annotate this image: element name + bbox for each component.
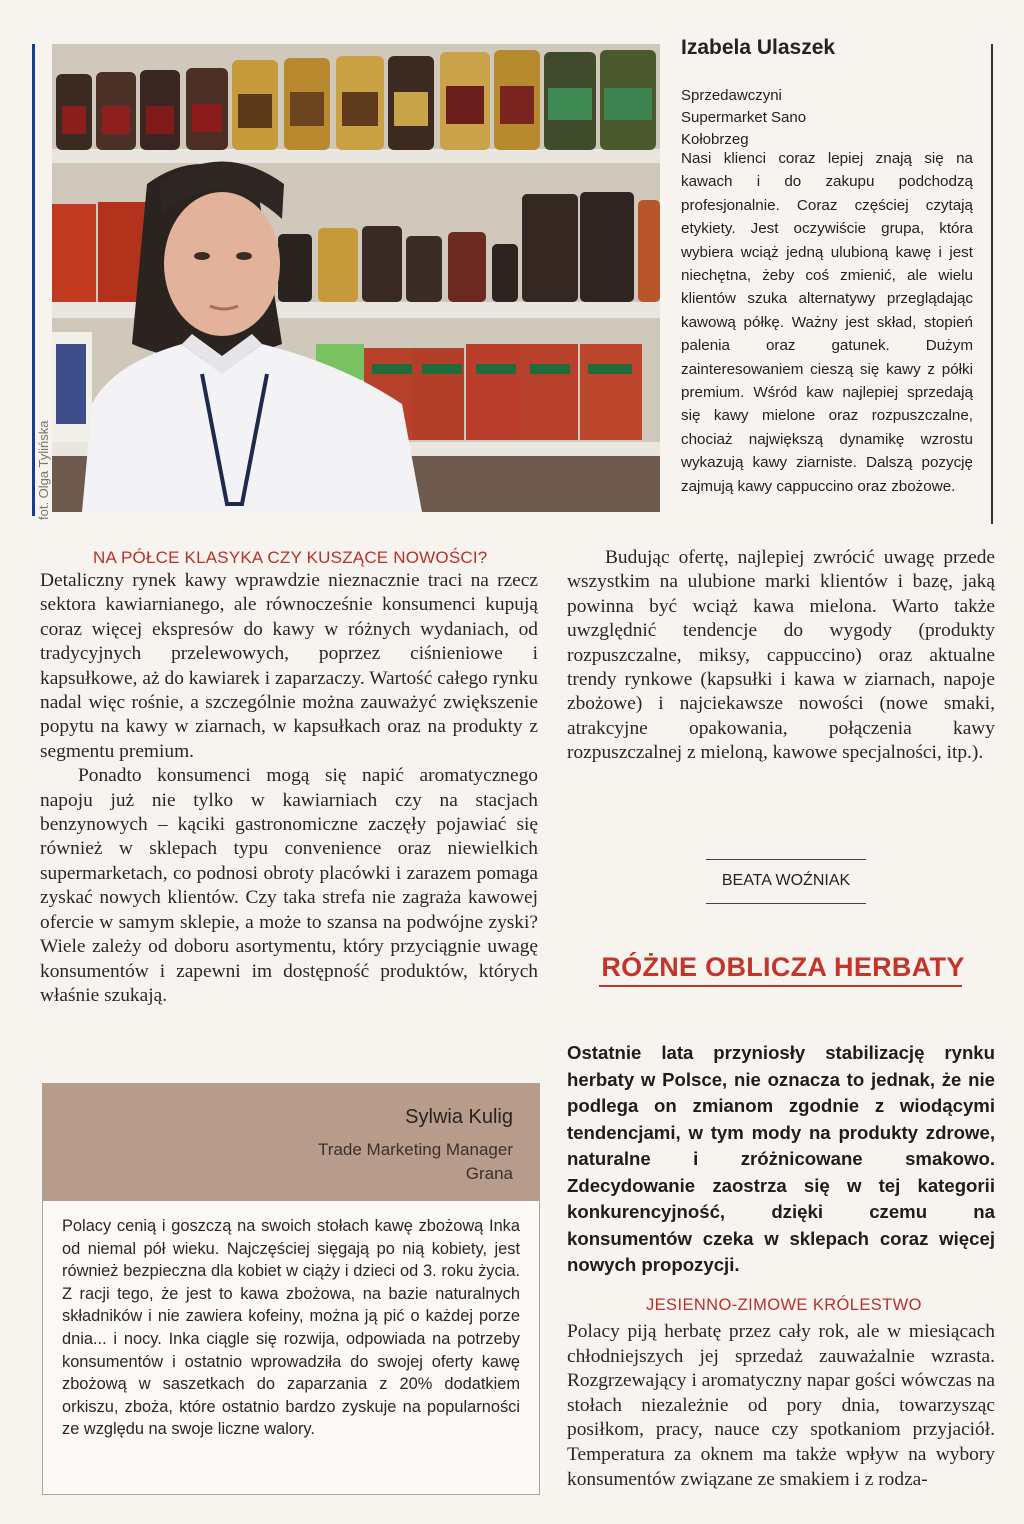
article-body-left	[40, 569, 538, 1008]
quote-author-role	[681, 85, 806, 151]
article-author: BEATA WOŹNIAK	[721, 872, 851, 889]
paragraph: Polacy piją herbatę przez cały rok, ale w miesiącach chłodniejszych jej sprzedaż zauważalnie wzrasta. Rozgrzewający i aromatyczny napar gości wówczas na stołach niezależnie od pory dnia, towarzysząc posiłkom, pracy, nauce czy spotkaniom przyjaciół. Temperatura za oknem ma także wpływ na wybory konsumentów związane ze smakiem i z rodza-	[567, 1321, 995, 1490]
section-heading: NA PÓŁCE KLASYKA CZY KUSZĄCE NOWOŚCI?	[93, 548, 488, 567]
author-divider-top	[706, 859, 866, 860]
section-subheading: JESIENNO-ZIMOWE KRÓLESTWO	[646, 1296, 922, 1314]
quote-box-role-line: Grana	[465, 1164, 513, 1183]
quote-box-author-role	[318, 1138, 513, 1186]
right-accent-rule	[991, 44, 993, 524]
article-body-right	[567, 546, 995, 766]
quote-author-role-line: Kołobrzeg	[681, 131, 749, 148]
quote-text: Nasi klienci coraz lepiej znają się na kawach i do zakupu podchodzą profesjonalnie. Coraz częściej czytają etykiety. Jest oczywiście grupa, która wybiera wciąż jedną ulubioną kawę i jest niechętna, żeby coś zmienić, ale wielu klientów szuka alternatywy przeglądając kawową półkę. Ważny jest skład, stopień palenia oraz gatunek. Dużym zainteresowaniem cieszą się kawy z półki premium. Wśród kaw najlepiej sprzedają się kawy mielone oraz rozpuszczalne, chociaż największą dynamikę wzrostu wykazują kawy ziarniste. Dalszą pozycję zajmują kawy cappuccino oraz zbożowe.	[681, 150, 973, 495]
quote-box-text: Polacy cenią i goszczą na swoich stołach kawę zbożową Inka od niemal pół wieku. Najczęściej sięgają po nią kobiety, jest również bezpieczna dla kobiet w ciąży i dzieci od 3. roku życia. Z racji tego, że jest to kawa zbożowa, na bazie naturalnych składników i nie zawiera kofeiny, można ją pić o każdej porze dnia... i nocy. Inka ciągle się rozwija, odpowiada na potrzeby konsumentów i ostatnio wprowadziła do swojej oferty kawę zbożową w saszetkach do zaparzania z 20% dodatkiem orkiszu, zboża, które ostatnio bardzo zyskuje na popularności ze względu na swoje liczne walory.	[62, 1217, 520, 1439]
quote-author-role-line: Supermarket Sano	[681, 109, 807, 126]
photo-saleswoman-coffee-shelf	[52, 44, 660, 512]
paragraph: Budując ofertę, najlepiej zwrócić uwagę przede wszystkim na ulubione marki klientów i bazę, jaką powinna być wciąż kawa mielona. Warto także uwzględnić tendencje do wygody (produkty rozpuszczalne, miksy, cappuccino) oraz aktualne trendy rynkowe (kapsułki i kawa w ziarnach, napoje zbożowe) i najciekawsze nowości (nowe smaki, atrakcyjne opakowania, połączenia kawy rozpuszczalnej z mieloną, kawowe specjalności, itp.).	[567, 547, 995, 764]
quote-box-role-line: Trade Marketing Manager	[318, 1140, 513, 1159]
paragraph: Ponadto konsumenci mogą się napić aromatycznego napoju już nie tylko w kawiarniach czy na stacjach benzynowych – kąciki gastronomiczne zaczęły pojawiać się również w sklepach typu convenience oraz niewielkich supermarketach, co podnosi obroty placówki i zarazem pomaga zyskać nowych klientów. Czy taka strefa nie zagraża kawowej ofercie w samym sklepie, a może to szansa na podwójne zyski? Wiele zależy od doboru asortymentu, który przyciągnie uwagę konsumentów i zapewni im dostępność produktów, których właśnie szukają.	[40, 765, 538, 1006]
quote-author-role-line: Sprzedawczyni	[681, 87, 782, 104]
quote-box-header	[43, 1084, 539, 1201]
author-divider-bottom	[706, 903, 866, 904]
article-body-tea	[567, 1320, 995, 1492]
article-title: RÓŻNE OBLICZA HERBATY	[601, 952, 965, 982]
left-accent-rule	[32, 44, 35, 516]
paragraph: Detaliczny rynek kawy wprawdzie nieznacznie traci na rzecz sektora kawiarnianego, ale równocześnie konsumenci kupują coraz więcej ekspresów do kawy w różnych wydaniach, od tradycyjnych przelewowych, poprzez ciśnieniowe i kapsułkowe, aż do kawiarek i zaparzaczy. Wartość całego rynku nadal więc rośnie, a szczególnie można zauważyć zwiększenie popytu na kawy w ziarnach, w kapsułkach oraz na produkty z segmentu premium.	[40, 570, 538, 762]
photo-credit: fot. Olga Tylińska	[36, 420, 51, 520]
quote-box	[42, 1083, 540, 1495]
title-underline	[599, 985, 962, 987]
quote-author-name: Izabela Ulaszek	[681, 36, 836, 59]
quote-box-author-name: Sylwia Kulig	[405, 1106, 513, 1128]
article-lead: Ostatnie lata przyniosły stabilizację rynku herbaty w Polsce, nie oznacza to jednak, że nie podlega on zmianom zgodnie z wiodącymi tendencjami, w tym mody na produkty zdrowe, naturalne i zróżnicowane smakowo. Zdecydowanie zaostrza się w tej kategorii konkurencyjność, dzięki czemu na konsumentów czeka w sklepach coraz więcej nowych propozycji.	[567, 1042, 995, 1275]
